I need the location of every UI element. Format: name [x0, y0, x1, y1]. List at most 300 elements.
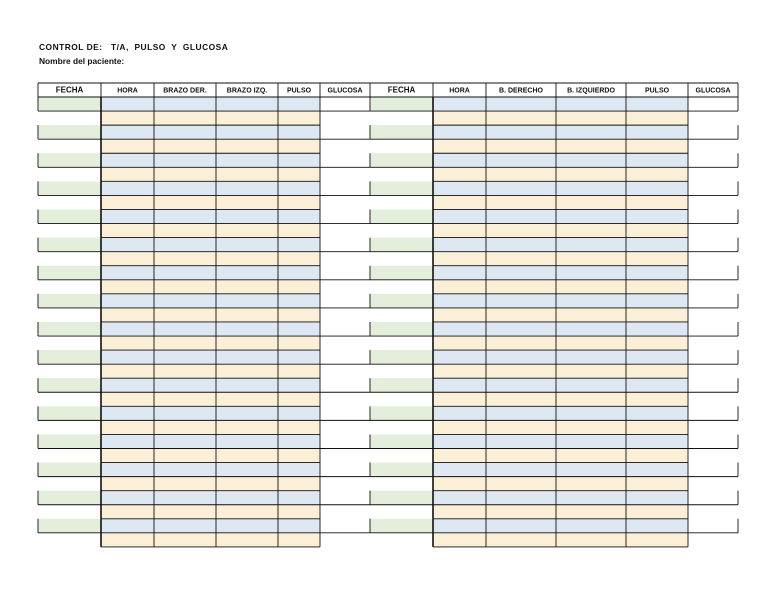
column-header: GLUCOSA [695, 87, 731, 95]
table-cell [278, 350, 320, 364]
table-cell [486, 224, 556, 238]
table-cell [556, 294, 626, 308]
table-cell [433, 336, 486, 350]
document-title: CONTROL DE: T/A, PULSO Y GLUCOSA [39, 42, 229, 52]
table-cell [433, 519, 486, 533]
table-cell [433, 378, 486, 392]
table-cell [278, 434, 320, 448]
table-cell [688, 406, 738, 420]
table-cell [370, 434, 433, 448]
table-cell [216, 449, 278, 463]
table-cell [370, 392, 433, 406]
table-cell [154, 125, 216, 139]
table-cell [216, 420, 278, 434]
table-cell [101, 125, 154, 139]
table-cell [556, 153, 626, 167]
table-cell [626, 406, 688, 420]
table-cell [101, 308, 154, 322]
table-cell [370, 477, 433, 491]
table-cell [433, 477, 486, 491]
table-cell [278, 153, 320, 167]
table-cell [486, 125, 556, 139]
table-cell [433, 350, 486, 364]
table-cell [688, 491, 738, 505]
table-cell [101, 97, 154, 111]
table-cell [154, 294, 216, 308]
table-cell [101, 280, 154, 294]
table-cell [154, 238, 216, 252]
table-cell [370, 238, 433, 252]
table-cell [486, 167, 556, 181]
table-cell [486, 533, 556, 547]
table-cell [626, 252, 688, 266]
table-cell [101, 533, 154, 547]
table-cell [626, 209, 688, 223]
table-cell [38, 167, 101, 181]
table-cell [433, 449, 486, 463]
table-cell [154, 97, 216, 111]
table-cell [320, 181, 370, 195]
table-cell [154, 195, 216, 209]
table-cell [278, 463, 320, 477]
table-cell [688, 434, 738, 448]
table-cell [626, 434, 688, 448]
table-cell [626, 350, 688, 364]
table-cell [626, 392, 688, 406]
table-cell [370, 125, 433, 139]
table-cell [626, 505, 688, 519]
table-cell [486, 97, 556, 111]
table-cell [101, 519, 154, 533]
table-cell [433, 167, 486, 181]
table-cell [101, 449, 154, 463]
table-cell [216, 434, 278, 448]
table-cell [101, 336, 154, 350]
table-cell [216, 195, 278, 209]
table-cell [154, 378, 216, 392]
table-cell [433, 322, 486, 336]
table-cell [433, 111, 486, 125]
table-cell [486, 209, 556, 223]
table-cell [101, 505, 154, 519]
table-cell [556, 224, 626, 238]
table-cell [101, 350, 154, 364]
table-cell [556, 336, 626, 350]
table-cell [154, 209, 216, 223]
table-cell [320, 406, 370, 420]
table-cell [154, 111, 216, 125]
table-cell [626, 181, 688, 195]
table-cell [101, 378, 154, 392]
table-cell [320, 153, 370, 167]
table-cell [154, 336, 216, 350]
table-cell [38, 125, 101, 139]
table-cell [556, 491, 626, 505]
table-cell [370, 322, 433, 336]
table-cell [433, 209, 486, 223]
table-cell [626, 322, 688, 336]
table-cell [433, 97, 486, 111]
table-cell [216, 519, 278, 533]
table-cell [320, 266, 370, 280]
table-cell [626, 195, 688, 209]
table-cell [38, 336, 101, 350]
table-cell [370, 364, 433, 378]
table-cell [486, 519, 556, 533]
table-cell [101, 491, 154, 505]
table-cell [278, 406, 320, 420]
table-cell [486, 463, 556, 477]
table-cell [38, 420, 101, 434]
table-cell [486, 139, 556, 153]
table-cell [370, 252, 433, 266]
table-cell [556, 125, 626, 139]
table-cell [101, 477, 154, 491]
table-cell [278, 308, 320, 322]
table-cell [320, 434, 370, 448]
table-cell [38, 280, 101, 294]
table-cell [154, 420, 216, 434]
table-cell [216, 505, 278, 519]
table-cell [556, 195, 626, 209]
table-cell [486, 392, 556, 406]
table-cell [278, 209, 320, 223]
table-cell [688, 463, 738, 477]
table-cell [278, 195, 320, 209]
table-cell [556, 477, 626, 491]
table-cell [278, 266, 320, 280]
table-cell [38, 491, 101, 505]
table-cell [556, 209, 626, 223]
table-cell [370, 167, 433, 181]
table-cell [486, 378, 556, 392]
table-cell [688, 125, 738, 139]
table-cell [433, 266, 486, 280]
table-cell [154, 252, 216, 266]
table-cell [626, 364, 688, 378]
table-cell [216, 308, 278, 322]
table-cell [278, 125, 320, 139]
table-cell [556, 505, 626, 519]
table-cell [486, 195, 556, 209]
table-cell [556, 280, 626, 294]
table-cell [370, 153, 433, 167]
table-cell [38, 449, 101, 463]
table-cell [320, 491, 370, 505]
table-cell [278, 477, 320, 491]
table-cell [320, 519, 370, 533]
table-cell [370, 406, 433, 420]
table-cell [370, 280, 433, 294]
table-cell [486, 153, 556, 167]
table-cell [278, 533, 320, 547]
table-cell [486, 266, 556, 280]
table-cell [38, 505, 101, 519]
table-cell [556, 420, 626, 434]
table-cell [216, 392, 278, 406]
table-cell [154, 224, 216, 238]
table-cell [433, 181, 486, 195]
table-cell [688, 181, 738, 195]
table-cell [101, 406, 154, 420]
table-cell [626, 449, 688, 463]
table-cell [278, 111, 320, 125]
table-cell [486, 280, 556, 294]
table-cell [216, 181, 278, 195]
table-cell [486, 364, 556, 378]
table-cell [626, 308, 688, 322]
table-cell [486, 449, 556, 463]
table-cell [486, 477, 556, 491]
table-cell [556, 111, 626, 125]
table-cell [556, 181, 626, 195]
table-cell [216, 266, 278, 280]
table-cell [154, 392, 216, 406]
table-cell [556, 449, 626, 463]
table-cell [154, 322, 216, 336]
table-cell [38, 224, 101, 238]
table-cell [101, 420, 154, 434]
table-cell [433, 294, 486, 308]
table-cell [688, 350, 738, 364]
table-cell [626, 125, 688, 139]
table-cell [278, 224, 320, 238]
table-cell [154, 139, 216, 153]
table-cell [101, 111, 154, 125]
table-cell [216, 294, 278, 308]
table-cell [216, 139, 278, 153]
table-cell [626, 463, 688, 477]
table-cell [38, 238, 101, 252]
table-cell [154, 308, 216, 322]
table-cell [626, 477, 688, 491]
table-cell [101, 209, 154, 223]
table-cell [433, 434, 486, 448]
table-cell [38, 322, 101, 336]
table-cell [216, 111, 278, 125]
table-cell [626, 420, 688, 434]
table-cell [556, 364, 626, 378]
table-cell [370, 195, 433, 209]
table-cell [38, 477, 101, 491]
table-cell [626, 280, 688, 294]
table-cell [370, 111, 433, 125]
table-cell [626, 491, 688, 505]
table-cell [626, 139, 688, 153]
table-cell [370, 463, 433, 477]
table-cell [154, 266, 216, 280]
table-cell [216, 463, 278, 477]
table-cell [154, 181, 216, 195]
table-cell [320, 378, 370, 392]
table-cell [154, 406, 216, 420]
table-cell [38, 153, 101, 167]
table-cell [370, 449, 433, 463]
table-cell [626, 378, 688, 392]
table-cell [101, 167, 154, 181]
column-header: PULSO [644, 87, 670, 95]
table-cell [38, 209, 101, 223]
column-header: HORA [117, 87, 138, 95]
table-cell [38, 434, 101, 448]
table-cell [556, 519, 626, 533]
table-cell [38, 378, 101, 392]
table-cell [626, 266, 688, 280]
table-cell [278, 322, 320, 336]
table-cell [370, 294, 433, 308]
table-cell [278, 505, 320, 519]
table-cell [433, 195, 486, 209]
table-cell [154, 153, 216, 167]
table-cell [688, 238, 738, 252]
table-cell [688, 294, 738, 308]
table-cell [626, 519, 688, 533]
table-cell [370, 224, 433, 238]
table-cell [101, 364, 154, 378]
table-cell [320, 463, 370, 477]
table-cell [278, 238, 320, 252]
column-header: PULSO [286, 87, 312, 95]
table-cell [433, 392, 486, 406]
table-cell [216, 153, 278, 167]
table-cell [154, 519, 216, 533]
table-cell [101, 266, 154, 280]
patient-name-label: Nombre del paciente: [39, 56, 125, 66]
table-cell [320, 209, 370, 223]
table-cell [370, 209, 433, 223]
table-cell [320, 322, 370, 336]
table-cell [688, 153, 738, 167]
table-cell [370, 181, 433, 195]
table-cell [216, 336, 278, 350]
table-cell [486, 111, 556, 125]
table-cell [38, 308, 101, 322]
table-cell [278, 449, 320, 463]
table-cell [278, 364, 320, 378]
table-cell [486, 252, 556, 266]
table-cell [101, 252, 154, 266]
table-cell [216, 491, 278, 505]
table-cell [320, 125, 370, 139]
table-cell [278, 280, 320, 294]
table-cell [38, 266, 101, 280]
table-cell [556, 238, 626, 252]
table-cell [216, 406, 278, 420]
table-cell [433, 139, 486, 153]
table-cell [486, 308, 556, 322]
table-cell [688, 322, 738, 336]
table-cell [370, 505, 433, 519]
table-cell [216, 364, 278, 378]
table-cell [101, 434, 154, 448]
table-cell [626, 111, 688, 125]
column-header: FECHA [387, 85, 416, 95]
table-cell [38, 294, 101, 308]
table-cell [154, 364, 216, 378]
table-cell [38, 392, 101, 406]
table-cell [556, 139, 626, 153]
table-cell [486, 491, 556, 505]
table-cell [626, 336, 688, 350]
column-header: BRAZO DER. [163, 87, 207, 95]
table-cell [433, 125, 486, 139]
table-cell [216, 533, 278, 547]
table-cell [216, 167, 278, 181]
table-cell [556, 434, 626, 448]
table-cell [38, 533, 101, 547]
table-cell [38, 139, 101, 153]
table-cell [278, 97, 320, 111]
table-cell [486, 322, 556, 336]
table-cell [556, 406, 626, 420]
table-cell [556, 392, 626, 406]
table-cell [626, 533, 688, 547]
table-cell [486, 505, 556, 519]
column-header: B. IZQUIERDO [567, 87, 615, 95]
table-cell [101, 195, 154, 209]
table-cell [216, 477, 278, 491]
table-cell [556, 308, 626, 322]
table-cell [433, 153, 486, 167]
table-cell [433, 533, 486, 547]
table-cell [433, 252, 486, 266]
table-cell [278, 167, 320, 181]
table-cell [154, 434, 216, 448]
table-cell [433, 364, 486, 378]
table-cell [486, 420, 556, 434]
table-cell [370, 533, 433, 547]
table-cell [486, 238, 556, 252]
table-cell [433, 420, 486, 434]
table-cell [433, 505, 486, 519]
table-cell [278, 519, 320, 533]
table-cell [556, 167, 626, 181]
table-cell [556, 350, 626, 364]
table-cell [216, 350, 278, 364]
table-cell [433, 463, 486, 477]
table-cell [154, 491, 216, 505]
table-cell [320, 97, 370, 111]
table-cell [688, 519, 738, 533]
column-header: BRAZO IZQ. [226, 87, 268, 95]
table-cell [370, 266, 433, 280]
table-cell [556, 463, 626, 477]
table-cell [38, 350, 101, 364]
table-cell [154, 463, 216, 477]
table-cell [101, 139, 154, 153]
table-cell [556, 533, 626, 547]
table-cell [626, 97, 688, 111]
table-cell [216, 322, 278, 336]
table-cell [486, 406, 556, 420]
table-cell [370, 139, 433, 153]
table-cell [278, 252, 320, 266]
table-cell [556, 322, 626, 336]
table-cell [38, 364, 101, 378]
table-cell [154, 533, 216, 547]
table-cell [216, 280, 278, 294]
table-cell [101, 392, 154, 406]
table-cell [154, 505, 216, 519]
table-cell [278, 294, 320, 308]
table-cell [370, 97, 433, 111]
table-cell [38, 195, 101, 209]
table-cell [278, 181, 320, 195]
table-cell [216, 238, 278, 252]
table-cell [278, 139, 320, 153]
table-cell [320, 350, 370, 364]
table-cell [486, 181, 556, 195]
